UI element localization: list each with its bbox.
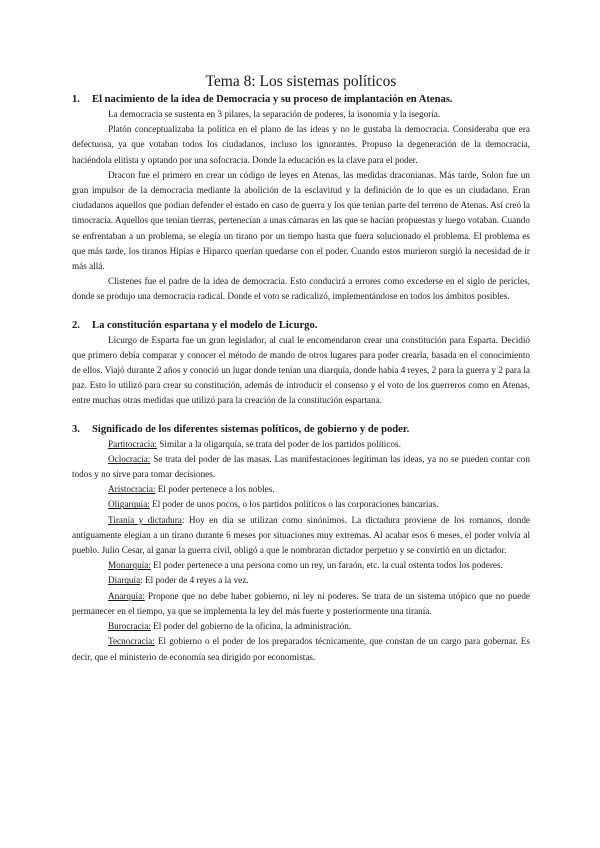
definition-oligarquia <box>72 497 530 512</box>
definition-partitocracia <box>72 437 530 452</box>
definition-oclocracia <box>72 452 530 482</box>
definition-text: El poder pertenece a los nobles. <box>155 484 275 495</box>
definition-term: Oclocracia: <box>108 453 151 464</box>
definition-term: Tiranía y dictadura <box>108 514 182 525</box>
definition-text: Se trata del poder de las masas. Las manifestaciones legitiman las ideas, ya no se pueden contar con todos y no sirve para tomar decisiones. <box>72 453 530 480</box>
section-title: La constitución espartana y el modelo de Licurgo. <box>92 319 318 331</box>
definition-diarquia <box>72 573 530 588</box>
definition-text: El poder de unos pocos, o los partidos políticos o las corporaciones bancarias. <box>149 499 439 510</box>
definition-tirania <box>72 513 530 559</box>
paragraph: Clistenes fue el padre de la idea de democracia. Esto conducirá a errores como excederse en el siglo de pericles, donde se produjo una democracia radical. Donde el voto se radicalizó, implementándose en todos los ámbitos posibles. <box>72 276 530 302</box>
section-number: 1. <box>72 94 80 105</box>
definition-term: Diarquía <box>108 575 141 586</box>
section-2 <box>72 319 530 409</box>
definition-text: El poder del gobierno de la oficina, la administración. <box>150 621 352 632</box>
definition-term: Anarquía: <box>108 590 145 601</box>
section-number: 3. <box>72 423 80 435</box>
document-title: Tema 8: Los sistemas políticos <box>205 73 397 90</box>
paragraph: Licurgo de Esparta fue un gran legislador, al cual le encomendaron crear una constitución para Esparta. Decidió que primero debía comparar y conocer el método de mando de otros lugares para poder crearla, basada en el conocimiento de ellos. Viajó durante 2 años y conoció un lugar donde tenían una diarquía, donde había 4 reyes, 2 para la guerra y 2 para la paz. Esto lo utilizó para crear su constitución, además de introducir el consenso y el voto de los guerreros como en Atenas, entre muchas otras medidas que utilizó para la creación de la constitución espartana. <box>72 334 530 406</box>
definition-text: : Hoy en día se utilizan como sinónimos. La dictadura proviene de los romanos, donde antiguamente elegían a un tirano durante 6 meses por situaciones muy extremas. Al acabar esos 6 meses, el poder volvía al pueblo. Julio Cesar, al ganar la guerra civil, obligó a que le nombraran dictador perpetuo y se convirtió en un dictador. <box>72 514 530 556</box>
paragraph: Dracon fue el primero en crear un código de leyes en Atenas, las medidas draconianas. Más tarde, Solon fue un gran impulsor de la democracia mediante la abolición de la esclavitud y la definición de lo que es un ciudadano. Eran ciudadanos aquellos que podían defender el estado en caso de guerra y los que tenían parte del terreno de Atenas. Así creó la timocracia. Aquellos que tenían tierras, pertenecían a unas cámaras en las que se hacían propuestas y luego votaban. Cuando se enfrentaban a un problema, se elegía un tirano por un tiempo hasta que fuera solucionado el problema. El problema es que más tarde, los tiranos Hipias e Hiparco querían quedarse con el poder. Cuando estos murieron surgió la necesidad de ir más allá. <box>72 169 530 272</box>
definition-term: Partitocracia: <box>108 438 157 449</box>
document-page <box>72 72 530 665</box>
definition-text: Propone que no debe haber gobierno, ni ley ni poderes. Se trata de un sistema utópico que no puede permanecer en el tiempo, ya que se implementa la ley del más fuerte y posteriormente una tiranía. <box>72 590 530 616</box>
definition-monarquia <box>72 558 530 573</box>
definition-term: Oligarquía: <box>108 499 150 510</box>
definition-text: Similar a la oligarquía, se trata del poder de los partidos políticos. <box>156 438 401 449</box>
definition-term: Aristocracia: <box>108 484 156 495</box>
definition-aristocracia <box>72 482 530 497</box>
section-title: Significado de los diferentes sistemas políticos, de gobierno y de poder. <box>92 423 410 435</box>
section-title: El nacimiento de la idea de Democracia y su proceso de implantación en Atenas. <box>92 94 453 105</box>
section-1 <box>72 93 530 305</box>
section-3 <box>72 423 530 665</box>
definition-text: El poder pertenece a una persona como un rey, un faraón, etc. la cual ostenta todos los poderes. <box>150 560 503 571</box>
section-heading <box>72 93 530 107</box>
definition-text: : El poder de 4 reyes a la vez. <box>140 575 249 586</box>
section-heading <box>72 319 530 333</box>
paragraph: La democracia se sustenta en 3 pilares, la separación de poderes, la isonomía y la isegoría. <box>108 109 441 119</box>
definition-tecnocracia <box>72 634 530 664</box>
paragraph: Platón conceptualizaba la política en el plano de las ideas y no le gustaba la democracia. Consideraba que era defectuosa, ya que votaban todos los ciudadanos, incluso los ignorantes. Propuso la degeneración de la democracia, haciéndola elitista y optando por una sofocracia. Donde la educación es la clave para el poder. <box>72 124 530 165</box>
definition-text: El gobierno o el poder de los preparados técnicamente, que constan de un cargo para gobernar. Es decir, que el ministerio de economía sea dirigido por economistas. <box>72 636 530 662</box>
definition-term: Monarquía: <box>108 560 151 571</box>
definition-burocracia <box>72 619 530 634</box>
definition-anarquia <box>72 589 530 619</box>
definition-term: Tecnocracia: <box>108 636 155 647</box>
section-number: 2. <box>72 319 80 331</box>
definition-term: Burocracia: <box>108 621 151 632</box>
section-heading <box>72 423 530 437</box>
